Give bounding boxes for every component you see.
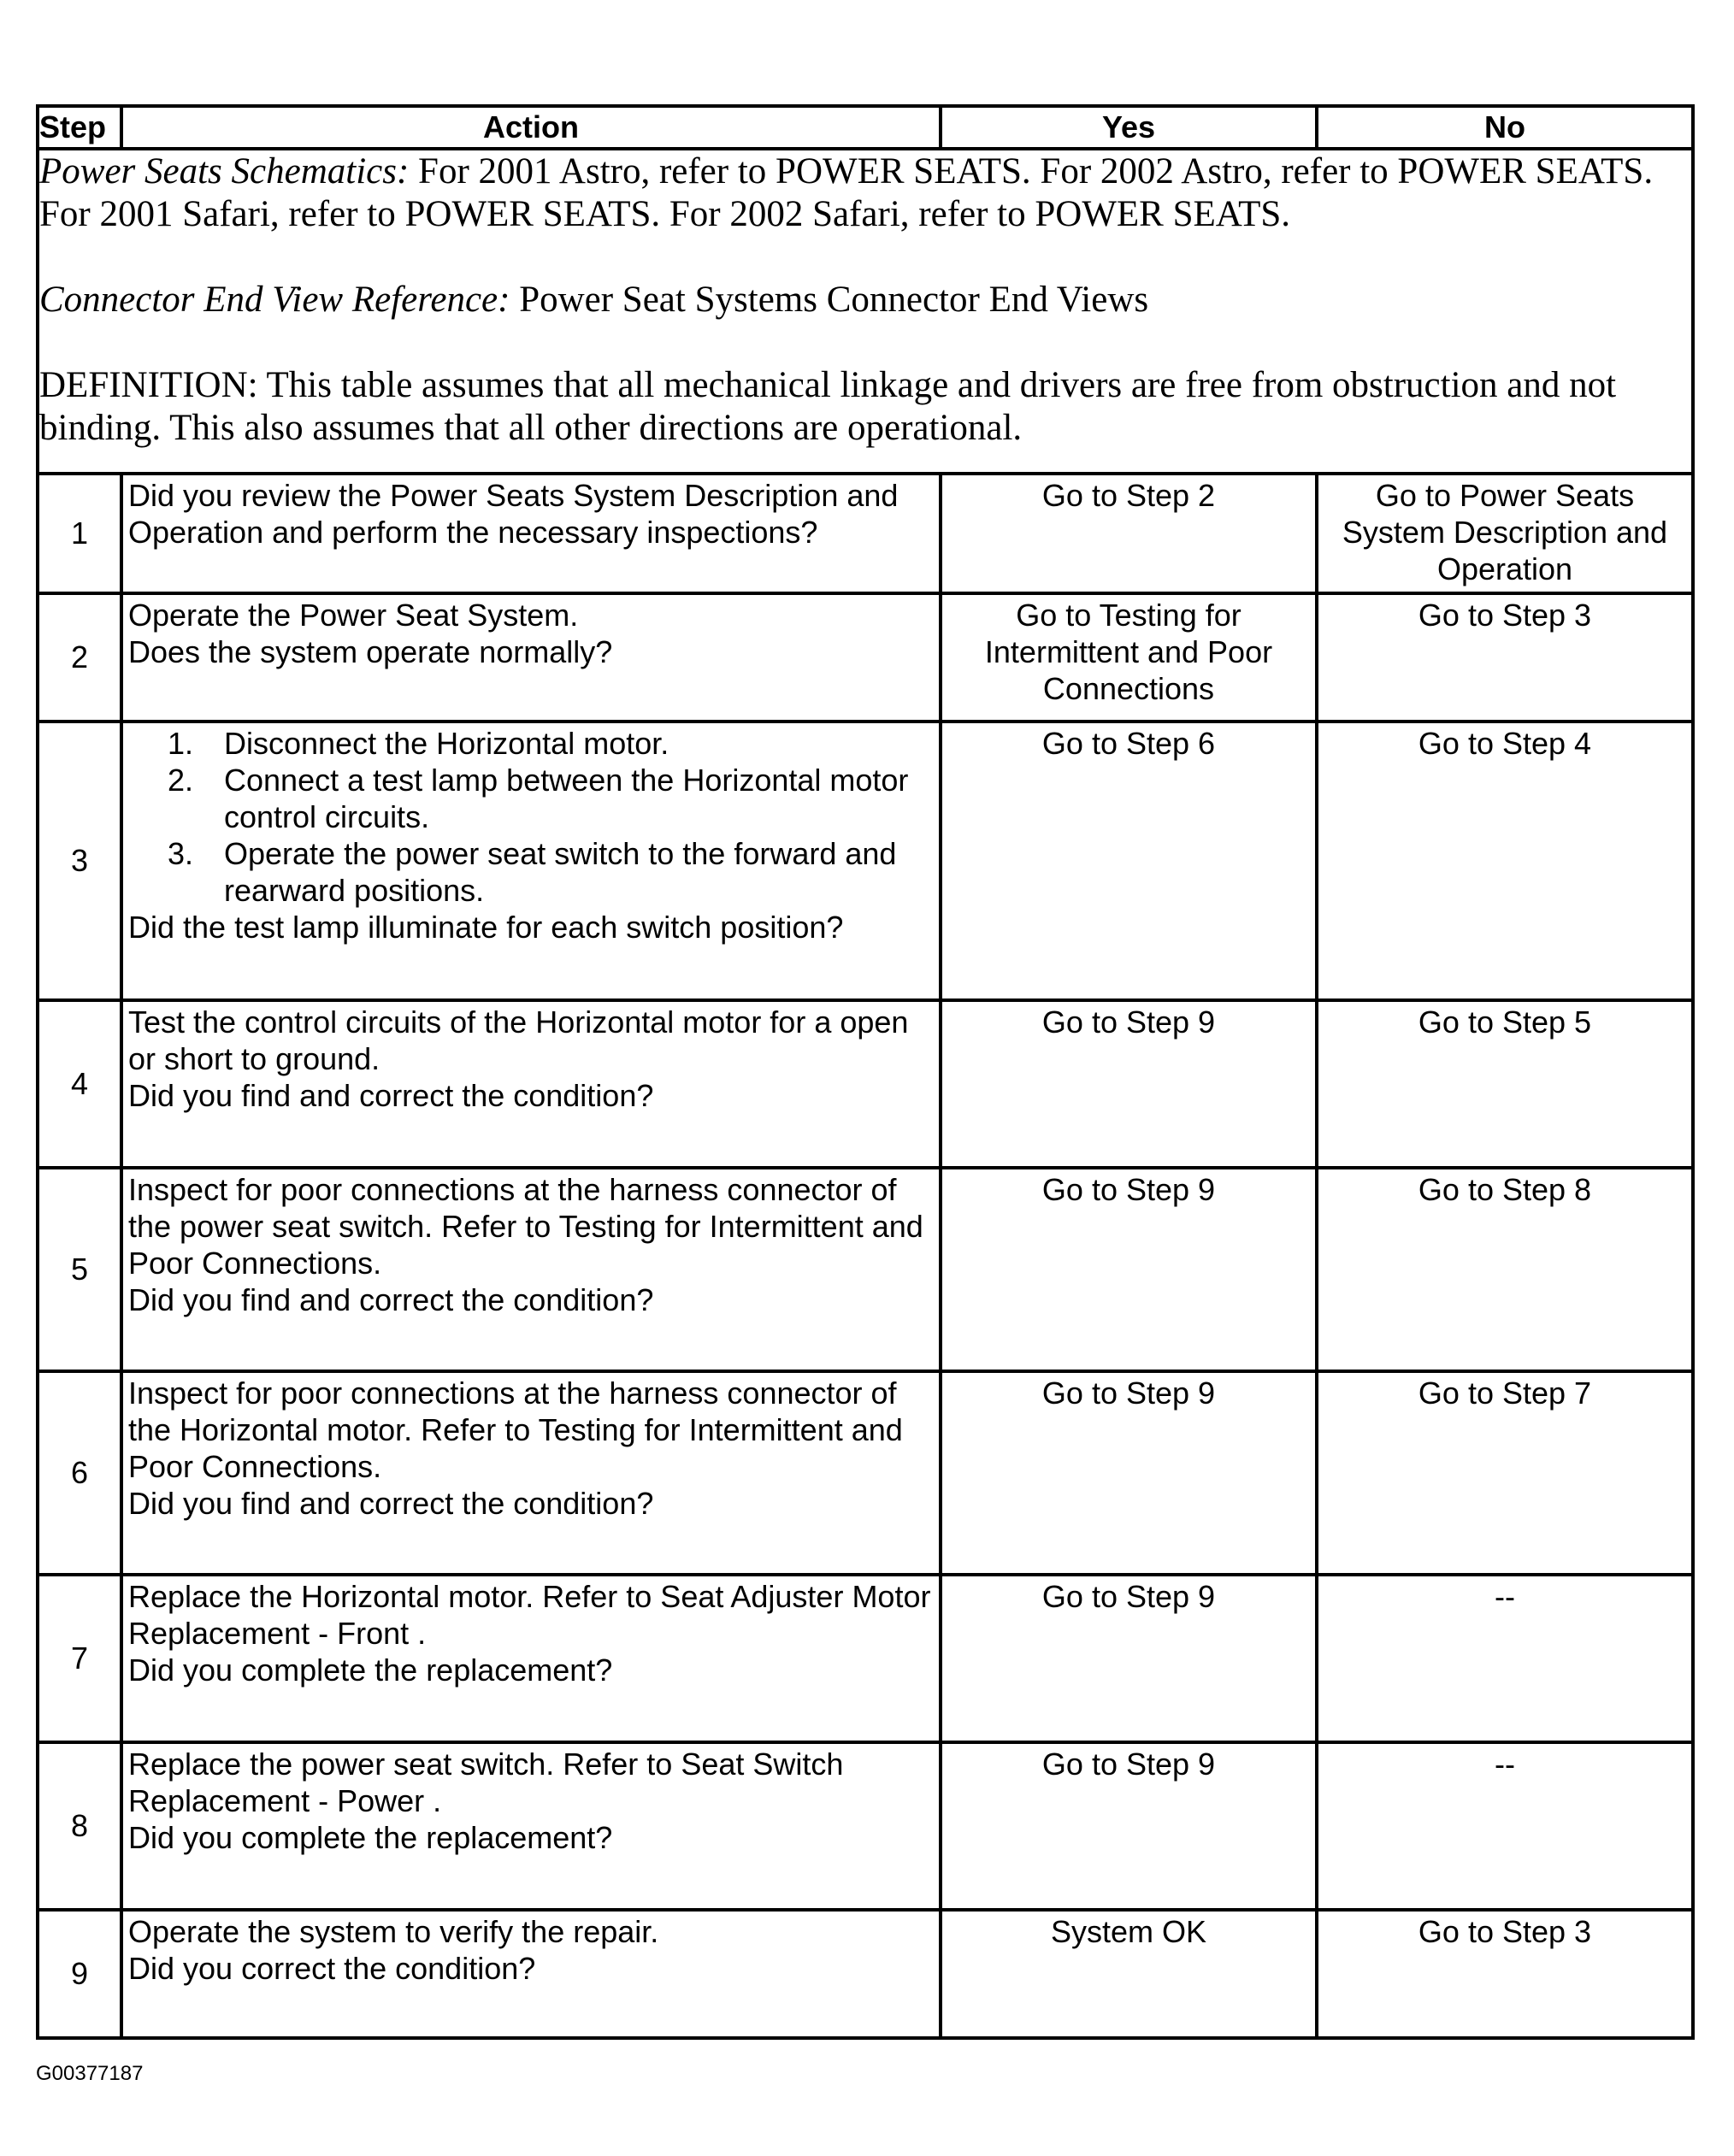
no-cell: [1317, 1000, 1693, 1168]
header-no: No: [1317, 106, 1693, 149]
no-text: Go to Step 5: [1418, 1004, 1592, 1040]
yes-cell: [941, 722, 1317, 1000]
header-step: Step: [38, 106, 121, 149]
yes-text: Go to Step 9: [1041, 1375, 1216, 1411]
action-text: Inspect for poor connections at the harness connector of the power seat switch. Refer to Testing for Intermittent and Poor Connections.: [128, 1172, 923, 1281]
schematics-label: Power Seats Schematics:: [39, 151, 410, 191]
table-row: [38, 1910, 1693, 2038]
figure-code: G00377187: [36, 2062, 144, 2085]
no-text: Go to Step 4: [1418, 726, 1592, 761]
step-number: 7: [38, 1575, 121, 1742]
yes-cell: [941, 1000, 1317, 1168]
yes-text: System OK: [1050, 1914, 1207, 1949]
action-cell: [121, 1168, 941, 1371]
yes-text: Go to Testing for Intermittent and Poor Connections: [984, 598, 1273, 706]
no-text: Go to Step 8: [1418, 1172, 1592, 1207]
schematics-text: For 2001 Astro, refer to POWER SEATS. For 2002 Astro, refer to POWER SEATS. For 2001 Safari, refer to POWER SEATS. For 2002 Safari, refer to POWER SEATS.: [39, 151, 1654, 234]
table-row: [38, 1000, 1693, 1168]
yes-text: Go to Step 9: [1041, 1172, 1216, 1207]
action-text: Operate the Power Seat System.: [128, 598, 579, 633]
yes-text: Go to Step 9: [1041, 1004, 1216, 1040]
action-question: Did you find and correct the condition?: [128, 1282, 654, 1317]
connector-text: Power Seat Systems Connector End Views: [510, 280, 1149, 320]
substep-item: 2. Connect a test lamp between the Horizontal motor control circuits.: [168, 763, 909, 834]
action-question: Did you complete the replacement?: [128, 1820, 613, 1855]
substep-item: 1. Disconnect the Horizontal motor.: [168, 726, 669, 761]
action-cell: [121, 474, 941, 593]
definition-paragraph: DEFINITION: This table assumes that all mechanical linkage and drivers are free from obstruction and not binding. This also assumes that all other directions are operational.: [39, 365, 1617, 448]
no-text: --: [1495, 1579, 1515, 1614]
step-number: 1: [38, 474, 121, 593]
no-cell: [1317, 593, 1693, 722]
table-row: [38, 1371, 1693, 1575]
schematics-paragraph: [39, 150, 1691, 236]
action-question: Does the system operate normally?: [128, 634, 613, 669]
table-row: [38, 1742, 1693, 1910]
action-question: Did you complete the replacement?: [128, 1652, 613, 1688]
yes-text: Go to Step 9: [1041, 1747, 1216, 1782]
action-cell: [121, 593, 941, 722]
header-action: Action: [121, 106, 941, 149]
table-row: [38, 1575, 1693, 1742]
no-cell: [1317, 1910, 1693, 2038]
action-cell: [121, 1575, 941, 1742]
no-text: Go to Step 3: [1418, 598, 1592, 633]
yes-cell: [941, 1168, 1317, 1371]
no-text: Go to Power Seats System Description and Operation: [1342, 478, 1668, 586]
header-yes: Yes: [941, 106, 1317, 149]
no-cell: [1317, 1575, 1693, 1742]
action-text: Did you review the Power Seats System Description and Operation and perform the necessary inspections?: [128, 478, 899, 550]
action-question: Did you find and correct the condition?: [128, 1078, 654, 1113]
intro-row: [38, 149, 1693, 474]
action-cell: [121, 1742, 941, 1910]
diagnostic-table: [36, 104, 1695, 2040]
yes-text: Go to Step 9: [1041, 1579, 1216, 1614]
no-cell: [1317, 474, 1693, 593]
action-cell: [121, 722, 941, 1000]
yes-cell: [941, 1575, 1317, 1742]
table-row: [38, 722, 1693, 1000]
action-question: Did the test lamp illuminate for each switch position?: [128, 910, 844, 945]
substep-item: 3. Operate the power seat switch to the forward and rearward positions.: [168, 836, 897, 908]
action-text: Test the control circuits of the Horizontal motor for a open or short to ground.: [128, 1004, 909, 1076]
diagnostic-document: [36, 104, 1691, 2040]
table-row: [38, 593, 1693, 722]
no-text: Go to Step 3: [1418, 1914, 1592, 1949]
yes-text: Go to Step 6: [1041, 726, 1216, 761]
no-cell: [1317, 1371, 1693, 1575]
no-cell: [1317, 1168, 1693, 1371]
yes-cell: [941, 593, 1317, 722]
yes-cell: [941, 474, 1317, 593]
no-text: Go to Step 7: [1418, 1375, 1592, 1411]
table-row: [38, 474, 1693, 593]
action-text: Replace the Horizontal motor. Refer to Seat Adjuster Motor Replacement - Front .: [128, 1579, 931, 1651]
action-text: Operate the system to verify the repair.: [128, 1914, 659, 1949]
no-cell: [1317, 1742, 1693, 1910]
action-text: Inspect for poor connections at the harness connector of the Horizontal motor. Refer to Testing for Intermittent and Poor Connections.: [128, 1375, 903, 1484]
step-number: 3: [38, 722, 121, 1000]
step-number: 6: [38, 1371, 121, 1575]
yes-cell: [941, 1910, 1317, 2038]
action-question: Did you find and correct the condition?: [128, 1486, 654, 1521]
step-number: 5: [38, 1168, 121, 1371]
action-cell: [121, 1910, 941, 2038]
step-number: 8: [38, 1742, 121, 1910]
substep-list: [128, 725, 934, 909]
action-text: Replace the power seat switch. Refer to Seat Switch Replacement - Power .: [128, 1747, 844, 1818]
step-number: 2: [38, 593, 121, 722]
action-question: Did you correct the condition?: [128, 1951, 536, 1986]
connector-label: Connector End View Reference:: [39, 280, 510, 320]
intro-cell: [38, 149, 1693, 474]
action-cell: [121, 1371, 941, 1575]
no-text: --: [1495, 1747, 1515, 1782]
header-row: [38, 106, 1693, 149]
yes-cell: [941, 1371, 1317, 1575]
no-cell: [1317, 722, 1693, 1000]
yes-text: Go to Step 2: [1041, 478, 1216, 513]
step-number: 9: [38, 1910, 121, 2038]
step-number: 4: [38, 1000, 121, 1168]
connector-paragraph: [39, 279, 1691, 321]
action-cell: [121, 1000, 941, 1168]
table-row: [38, 1168, 1693, 1371]
yes-cell: [941, 1742, 1317, 1910]
